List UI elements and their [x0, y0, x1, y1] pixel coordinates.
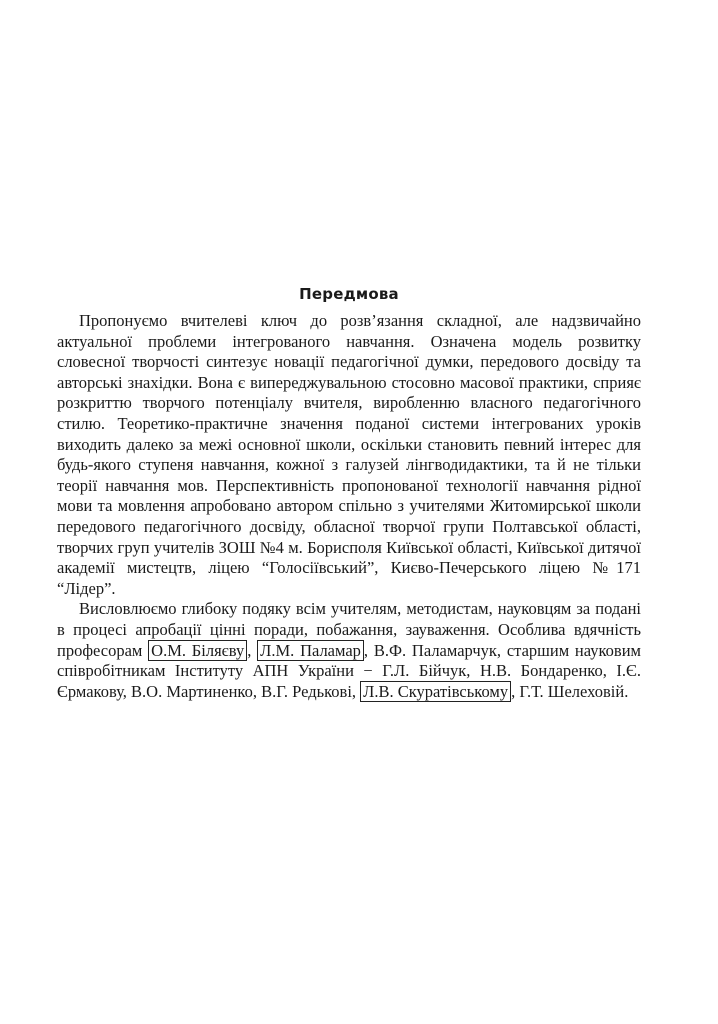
paragraph-intro: Пропонуємо вчителеві ключ до розв’язання складної, але надзвичайно актуальної проблеми інтегрованого навчання. Означена модель розвитку словесної творчості синтезує новації педагогічної думки, передового досвіду та авторські знахідки. Вона є випереджувальною стосовно масової практики, сприяє розкриттю творчого потенціалу вчителя, виробленню власного педагогічного стилю. Теоретико-практичне значення поданої системи інтегрованих уроків виходить далеко за межі основної школи, оскільки становить певний інтерес для будь-якого ступеня навчання, кожної з галузей лінгводидактики, та й не тільки теорії навчання мов. Перспективність пропонованої технології навчання рідної мови та мовлення апробовано автором спільно з учителями Житомирської школи передового педагогічного досвіду, обласної творчої групи Полтавської області, творчих груп учителів ЗОШ №4 м. Борисполя Київської області, Київської дитячої академії мистецтв, ліцею “Голосіївський”, Києво-Печерського ліцею №171 “Лідер”. — [57, 311, 641, 598]
page-title: Передмова — [299, 285, 399, 303]
ack-text-end: , Г.Т. Шелеховій. — [511, 681, 629, 701]
paragraph-acknowledgements — [57, 599, 641, 702]
boxed-name-skurativskyi: Л.В. Скуратівському — [360, 681, 511, 702]
boxed-name-palamar: Л.М. Паламар — [257, 640, 364, 661]
ack-separator: , — [247, 640, 258, 660]
boxed-name-bilyaev: О.М. Біляєву — [148, 640, 247, 661]
ack-text-start: Висловлюємо глибоку подяку всім учителям, методистам, науковцям за подані в процесі апробації цінні поради, побажання, зауваження. Особлива вдячність професорам — [57, 599, 641, 660]
page-content — [57, 283, 641, 702]
ack-text-middle: , В.Ф. Паламарчук, старшим науковим співробітникам Інституту АПН України − Г.Л. Бійчук, Н.В. Бондаренко, І.Є. Єрмакову, В.О. Мартиненко, В.Г. Редькові, — [57, 640, 641, 701]
